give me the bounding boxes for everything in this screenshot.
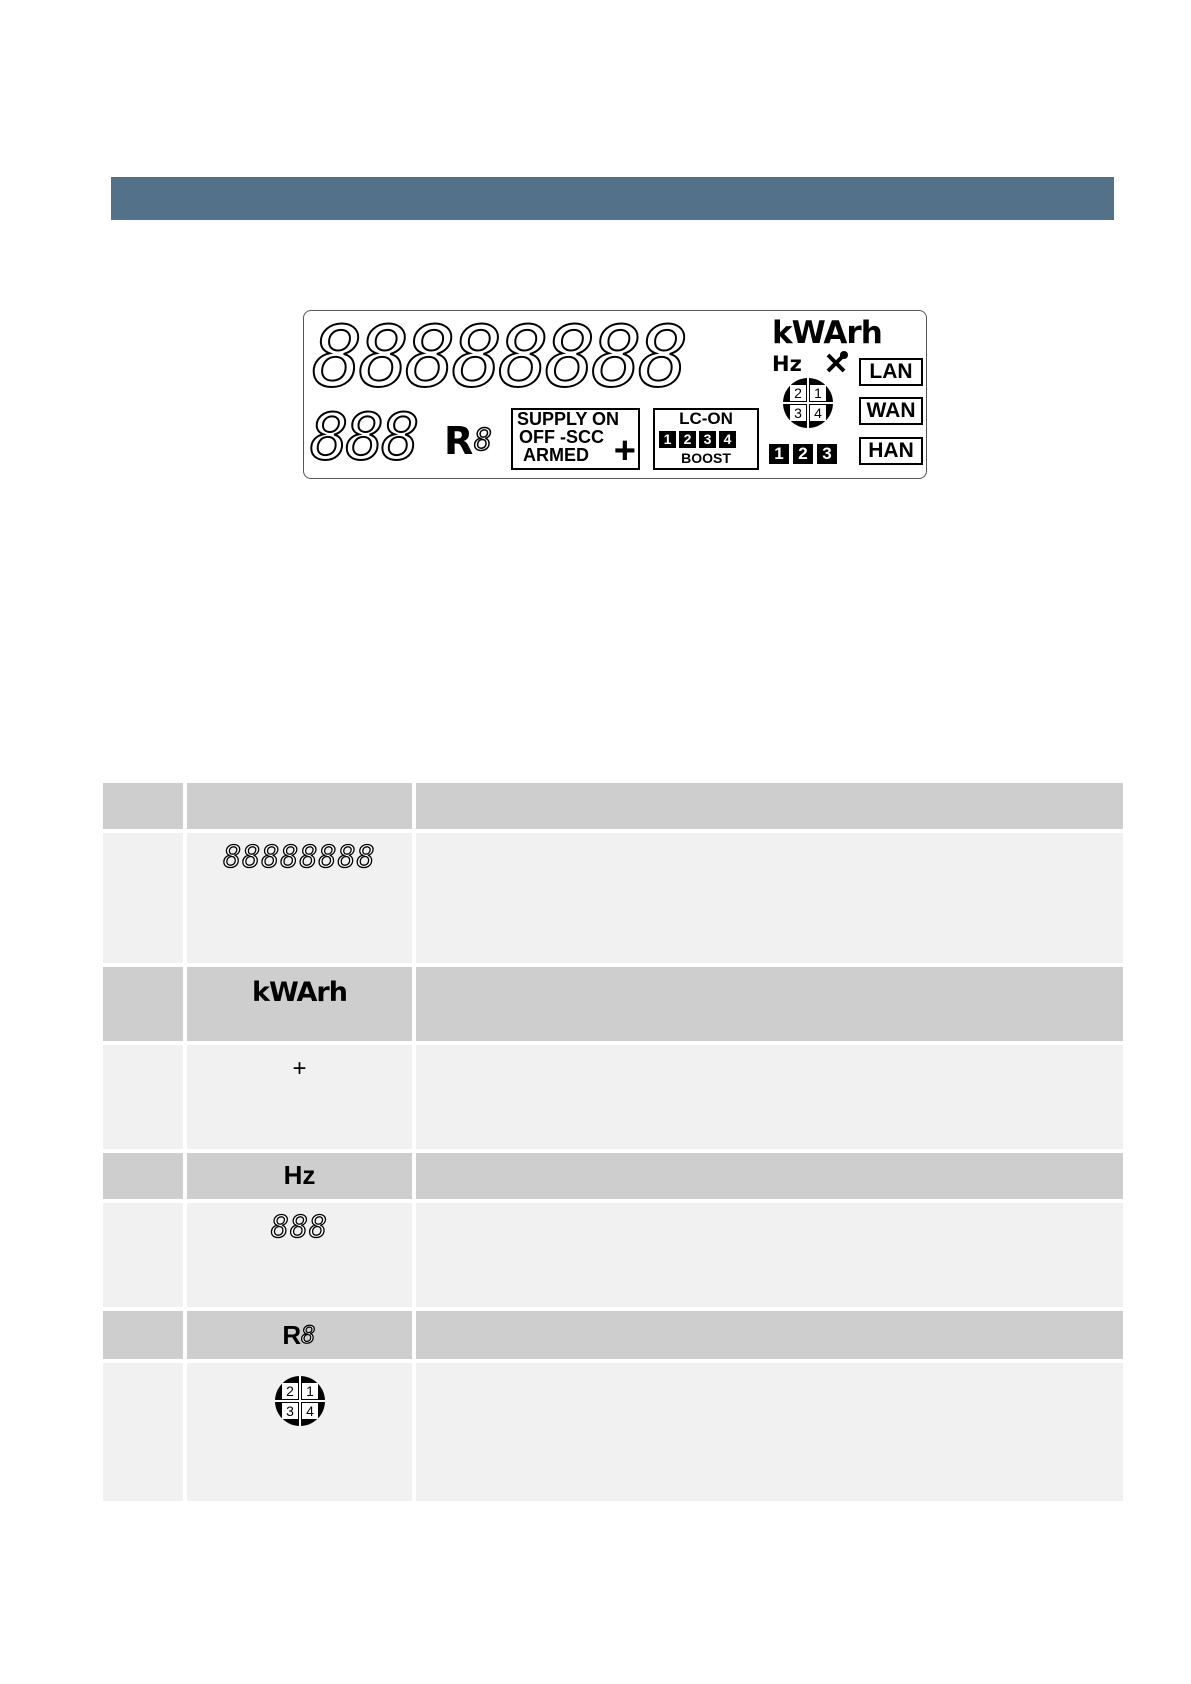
hz-icon: Hz xyxy=(283,1160,316,1190)
lcd-supply-line2: OFF -SCC xyxy=(519,427,604,447)
quadrant-icon xyxy=(782,377,834,429)
lcd-unit-kvarh: kWArh xyxy=(772,315,882,351)
small-digits-icon: 888 xyxy=(270,1210,329,1245)
lcd-r-label: R xyxy=(444,419,474,463)
table-row xyxy=(103,1311,1123,1359)
lcd-lc-phase-4: 4 xyxy=(719,431,736,448)
quadrant-label-1: 1 xyxy=(814,385,822,401)
lcd-main-digits: 88888888 xyxy=(312,308,685,406)
lcd-lc-box xyxy=(653,408,759,470)
r-icon: R xyxy=(282,1320,302,1350)
lcd-display-diagram xyxy=(303,310,927,479)
lcd-phase-2: 2 xyxy=(793,444,813,464)
header-cell-1 xyxy=(103,783,183,829)
r-digit-icon: 8 xyxy=(301,1321,317,1349)
lcd-supply-line1: SUPPLY ON xyxy=(517,409,620,429)
header-cell-2 xyxy=(187,783,412,829)
lcd-supply-line3: ARMED xyxy=(523,445,589,465)
quadrant-icon xyxy=(274,1375,326,1427)
quadrant-label-4: 4 xyxy=(305,1403,314,1419)
main-digits-icon: 88888888 xyxy=(223,840,376,875)
symbol-table xyxy=(103,783,1123,1505)
lcd-lan-box: LAN xyxy=(859,358,923,386)
plus-icon: + xyxy=(292,1055,307,1082)
table-row xyxy=(103,1203,1123,1307)
table-row xyxy=(103,833,1123,963)
header-cell-3 xyxy=(416,783,1123,829)
lcd-phase-1: 1 xyxy=(769,444,789,464)
lcd-lc-phase-1: 1 xyxy=(659,431,676,448)
table-header-row xyxy=(103,783,1123,829)
lcd-lc-phase-2: 2 xyxy=(679,431,696,448)
lcd-phase-3: 3 xyxy=(817,444,837,464)
lcd-phase-indicators xyxy=(769,444,841,464)
quadrant-label-1: 1 xyxy=(305,1383,314,1399)
table-row xyxy=(103,967,1123,1041)
lcd-lc-phase-3: 3 xyxy=(699,431,716,448)
lcd-han-box: HAN xyxy=(859,437,923,465)
table-row xyxy=(103,1363,1123,1501)
lcd-small-digits: 888 xyxy=(310,401,417,475)
table-row xyxy=(103,1045,1123,1149)
kvarh-icon: kWArh xyxy=(252,977,347,1008)
section-header-bar xyxy=(111,177,1114,220)
quadrant-label-4: 4 xyxy=(814,405,822,421)
lcd-wan-box: WAN xyxy=(859,397,923,425)
quadrant-label-3: 3 xyxy=(794,405,802,421)
lcd-boost-label: BOOST xyxy=(681,450,731,466)
table-row xyxy=(103,1153,1123,1199)
lcd-plus-sign: + xyxy=(613,430,636,472)
quadrant-label-2: 2 xyxy=(794,385,802,401)
wrench-screwdriver-icon xyxy=(824,351,850,375)
quadrant-label-3: 3 xyxy=(285,1403,294,1419)
lcd-lc-on-label: LC-ON xyxy=(679,409,733,428)
lcd-unit-hz: Hz xyxy=(772,352,802,376)
quadrant-label-2: 2 xyxy=(285,1383,294,1399)
lcd-supply-box xyxy=(511,408,640,470)
lcd-r-digit: 8 xyxy=(474,423,493,458)
